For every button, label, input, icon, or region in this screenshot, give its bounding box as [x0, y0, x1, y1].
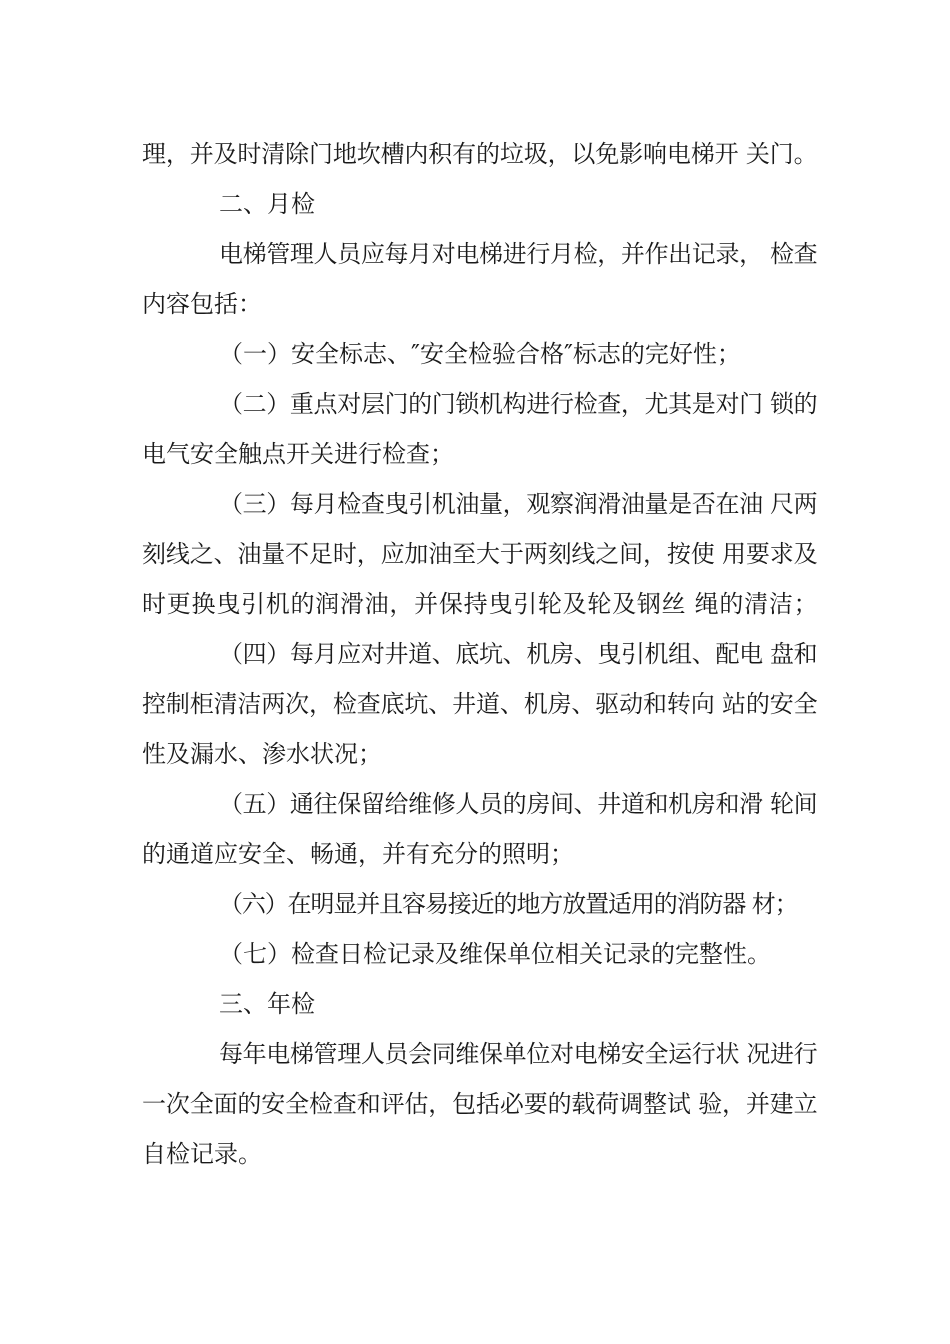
paragraph-line-1: 理，并及时清除门地坎槽内积有的垃圾，以免影响电梯开 关门。 [142, 140, 818, 168]
list-item-2-line-2: 电气安全触点开关进行检查； [142, 440, 454, 468]
list-item-2-line-1: （二）重点对层门的门锁机构进行检查，尤其是对门 锁的 [219, 390, 818, 418]
section-heading-monthly: 二、月检 [219, 190, 315, 218]
list-item-1: （一）安全标志、″安全检验合格″标志的完好性； [219, 340, 741, 368]
list-item-4-line-2: 控制柜清洁两次，检查底坑、井道、机房、驱动和转向 站的安全 [142, 690, 818, 718]
paragraph-line-4: 内容包括： [142, 290, 262, 318]
list-item-7: （七）检查日检记录及维保单位相关记录的完整性。 [219, 940, 771, 968]
list-item-5-line-1: （五）通往保留给维修人员的房间、井道和机房和滑 轮间 [219, 790, 818, 818]
paragraph-annual-line-1: 每年电梯管理人员会同维保单位对电梯安全运行状 况进行 [219, 1040, 818, 1068]
list-item-3-line-3: 时更换曳引机的润滑油，并保持曳引轮及轮及钢丝 绳的清洁； [142, 590, 819, 618]
list-item-4-line-3: 性及漏水、渗水状况； [142, 740, 382, 768]
paragraph-annual-line-2: 一次全面的安全检查和评估，包括必要的载荷调整试 验，并建立 [142, 1090, 818, 1118]
paragraph-line-3: 电梯管理人员应每月对电梯进行月检，并作出记录， 检查 [219, 240, 818, 268]
list-item-3-line-2: 刻线之、油量不足时，应加油至大于两刻线之间，按使 用要求及 [142, 540, 818, 568]
list-item-6: （六）在明显并且容易接近的地方放置适用的消防器 材； [219, 890, 798, 918]
list-item-5-line-2: 的通道应安全、畅通，并有充分的照明； [142, 840, 574, 868]
section-heading-annual: 三、年检 [219, 990, 315, 1018]
list-item-3-line-1: （三）每月检查曳引机油量，观察润滑油量是否在油 尺两 [219, 490, 818, 518]
list-item-4-line-1: （四）每月应对井道、底坑、机房、曳引机组、配电 盘和 [219, 640, 818, 668]
paragraph-annual-line-3: 自检记录。 [142, 1140, 262, 1168]
